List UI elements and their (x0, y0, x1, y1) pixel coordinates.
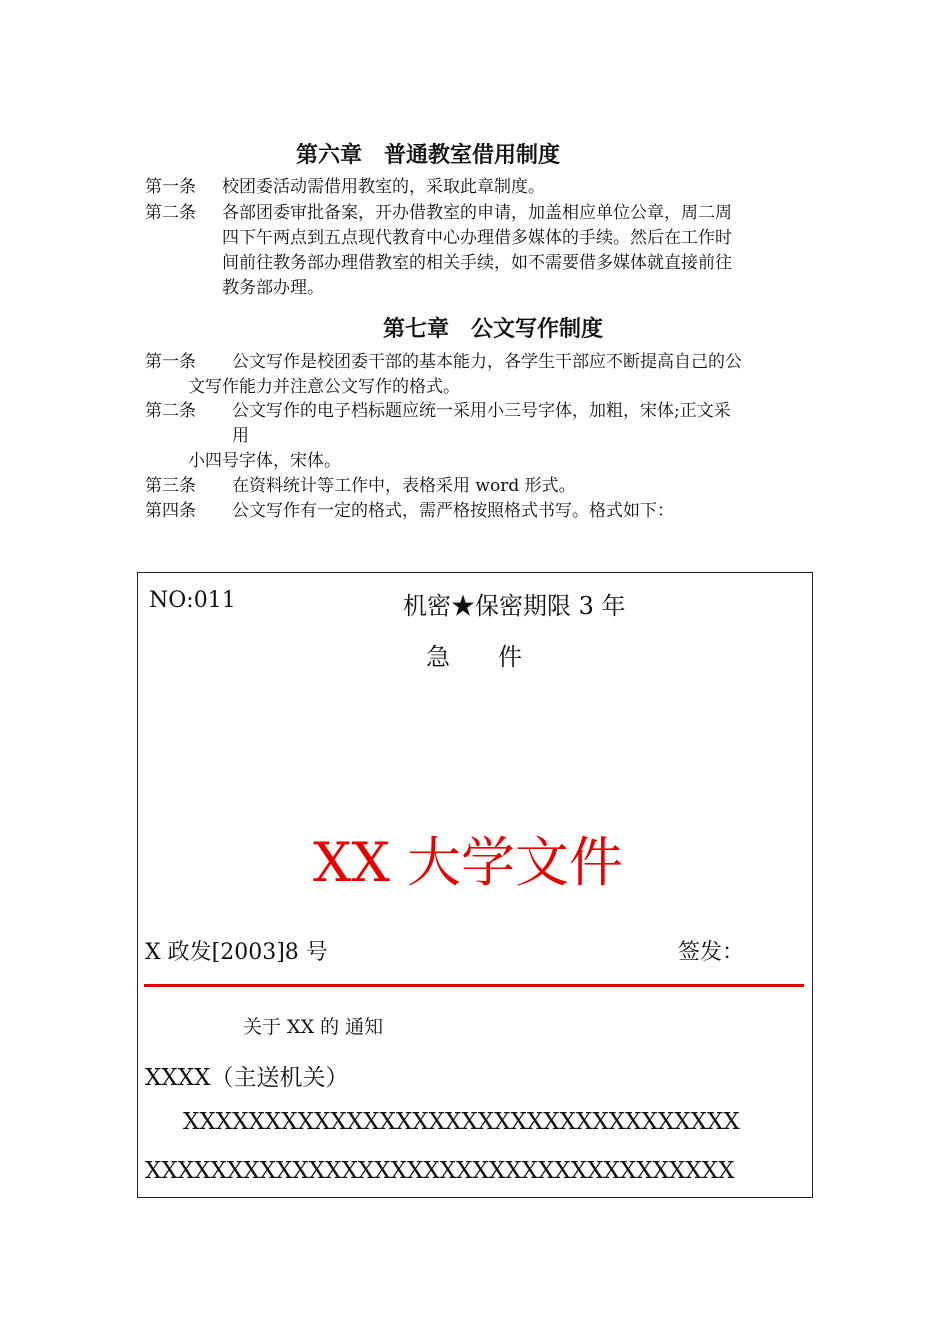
article-label: 第三条 (145, 476, 196, 496)
red-separator-line (144, 984, 804, 987)
issuer-label: 签发： (678, 940, 745, 965)
chapter7-article-3 (145, 474, 810, 499)
urgency-mark: 急 件 (426, 643, 522, 671)
article-line: 公文写作的电子档标题应统一采用小三号字体，加粗，宋体;正文采 (232, 401, 731, 421)
article-line: 文写作能力并注意公文写作的格式。 (188, 377, 460, 397)
document-number: NO:011 (149, 588, 236, 613)
article-line: 公文写作是校团委干部的基本能力，各学生干部应不断提高自己的公 (232, 352, 742, 372)
chapter7-article-2 (145, 399, 810, 474)
article-line: 间前往教务部办理借教室的相关手续，如不需要借多媒体就直接前往 (222, 253, 732, 273)
notice-subject: 关于 XX 的 通知 (243, 1016, 384, 1038)
secrecy-mark: 机密★保密期限 3 年 (403, 592, 626, 620)
article-line: 各部团委审批备案，开办借教室的申请，加盖相应单位公章，周二周 (222, 203, 732, 223)
article-line: 小四号字体，宋体。 (188, 451, 341, 471)
article-text: 公文写作有一定的格式，需严格按照格式书写。格式如下： (232, 501, 674, 521)
article-label: 第一条 (145, 352, 196, 372)
article-line: 用 (232, 426, 249, 446)
chapter7-title: 第七章 公文写作制度 (383, 316, 604, 342)
article-line: 教务部办理。 (222, 278, 324, 298)
article-label: 第四条 (145, 501, 196, 521)
body-placeholder-line: XXXXXXXXXXXXXXXXXXXXXXXXXXXXXXXXXX (183, 1109, 740, 1135)
issue-number: X 政发[2003]8 号 (145, 940, 328, 965)
chapter6-article-1 (145, 175, 805, 200)
article-text: 校团委活动需借用教室的，采取此章制度。 (222, 177, 545, 197)
chapter7-article-1 (145, 350, 810, 400)
chapter6-title: 第六章 普通教室借用制度 (296, 142, 561, 168)
article-line: 四下午两点到五点现代教育中心办理借多媒体的手续。然后在工作时 (222, 228, 732, 248)
document-header-title: XX 大学文件 (313, 831, 624, 894)
article-label: 第二条 (145, 401, 196, 421)
chapter7-article-4 (145, 499, 810, 524)
article-label: 第二条 (145, 203, 196, 223)
chapter6-article-2 (145, 201, 805, 301)
main-recipient: XXXX（主送机关） (145, 1065, 349, 1091)
article-label: 第一条 (145, 177, 196, 197)
article-text: 在资料统计等工作中，表格采用 word 形式。 (232, 476, 576, 496)
body-placeholder-line: XXXXXXXXXXXXXXXXXXXXXXXXXXXXXXXXXXXX (145, 1158, 735, 1184)
